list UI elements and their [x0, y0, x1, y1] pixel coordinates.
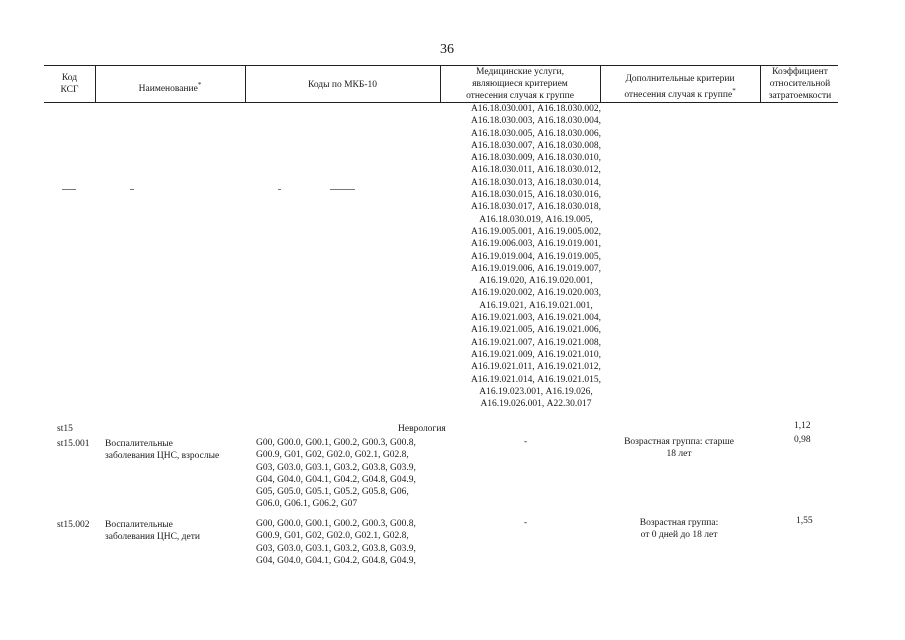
- header-name: [95, 79, 245, 95]
- row-code: st15.001: [57, 439, 90, 449]
- continued-services-list: А16.18.030.001, А16.18.030.002, А16.18.030.003, А16.18.030.004, А16.18.030.005, А16.18.030.006, А16.18.030.007, А16.18.030.008, А16.18.030.009, А16.18.030.010, А16.18.030.011, А16.18.030.012, А16.18.030.013, А16.18.030.014, А16.18.030.015, А16.18.030.016, А16.18.030.017, А16.18.030.018, А16.18.030.019, А16.19.005, А16.19.005.001, А16.19.005.002, А16.19.006.003, А16.19.019.001, А16.19.019.004, А16.19.019.005, А16.19.019.006, А16.19.019.007, А16.19.020, А16.19.020.001, А16.19.020.002, А16.19.020.003, А16.19.021, А16.19.021.001, А16.19.021.003, А16.19.021.004, А16.19.021.005, А16.19.021.006, А16.19.021.007, А16.19.021.008, А16.19.021.009, А16.19.021.010, А16.19.021.011, А16.19.021.012, А16.19.021.014, А16.19.021.015, А16.19.023.001, А16.19.026, А16.19.026.001, А22.30.017: [470, 104, 602, 410]
- profile-coef: 1,12: [794, 421, 811, 431]
- row-name: Воспалительные заболевания ЦНС, взрослые: [105, 439, 220, 462]
- header-extra-label: Дополнительные критерии отнесения случая к группе: [624, 74, 735, 101]
- row-extra-criteria: Возрастная группа: от 0 дней до 18 лет: [639, 518, 719, 541]
- header-name-footnote-mark: *: [197, 81, 202, 89]
- header-name-label: Наименование: [138, 84, 198, 95]
- profile-name: Неврология: [398, 424, 446, 434]
- row-services: -: [524, 437, 528, 447]
- header-divider: [600, 65, 601, 102]
- page-number: 36: [440, 42, 454, 57]
- header-extra-footnote-mark: *: [732, 87, 736, 95]
- row-services: -: [524, 518, 528, 528]
- header-coef: Коэффициент относительной затратоемкости: [768, 67, 832, 101]
- profile-code: st15: [57, 424, 73, 434]
- scan-artifact: [278, 189, 281, 190]
- row-mkb-codes: G00, G00.0, G00.1, G00.2, G00.3, G00.8, G00.9, G01, G02, G02.0, G02.1, G02.8, G03, G03.0, G03.1, G03.2, G03.8, G03.9, G04, G04.0, G04.1, G04.2, G04.8, G04.9, G05, G05.0, G05.1, G05.2, G05.8, G06, G06.0, G06.1, G06.2, G07: [256, 438, 416, 510]
- row-coef: 0,98: [794, 435, 811, 445]
- row-extra-criteria: Возрастная группа: старше 18 лет: [624, 437, 734, 460]
- header-code: Код КСГ: [60, 73, 79, 95]
- header-services: Медицинские услуги, являющиеся критерием отнесения случая к группе: [466, 67, 574, 101]
- header-mkb: Коды по МКБ-10: [307, 80, 378, 90]
- scan-artifact: [62, 189, 76, 190]
- row-coef: 1,55: [796, 516, 813, 526]
- scan-artifact: [130, 189, 134, 190]
- row-code: st15.002: [57, 520, 90, 530]
- header-extra: [602, 73, 758, 101]
- scan-artifact: [330, 189, 355, 190]
- row-mkb-codes: G00, G00.0, G00.1, G00.2, G00.3, G00.8, G00.9, G01, G02, G02.0, G02.1, G02.8, G03, G03.0, G03.1, G03.2, G03.8, G03.9, G04, G04.0, G04.1, G04.2, G04.8, G04.9,: [256, 519, 416, 566]
- row-name: Воспалительные заболевания ЦНС, дети: [105, 520, 200, 543]
